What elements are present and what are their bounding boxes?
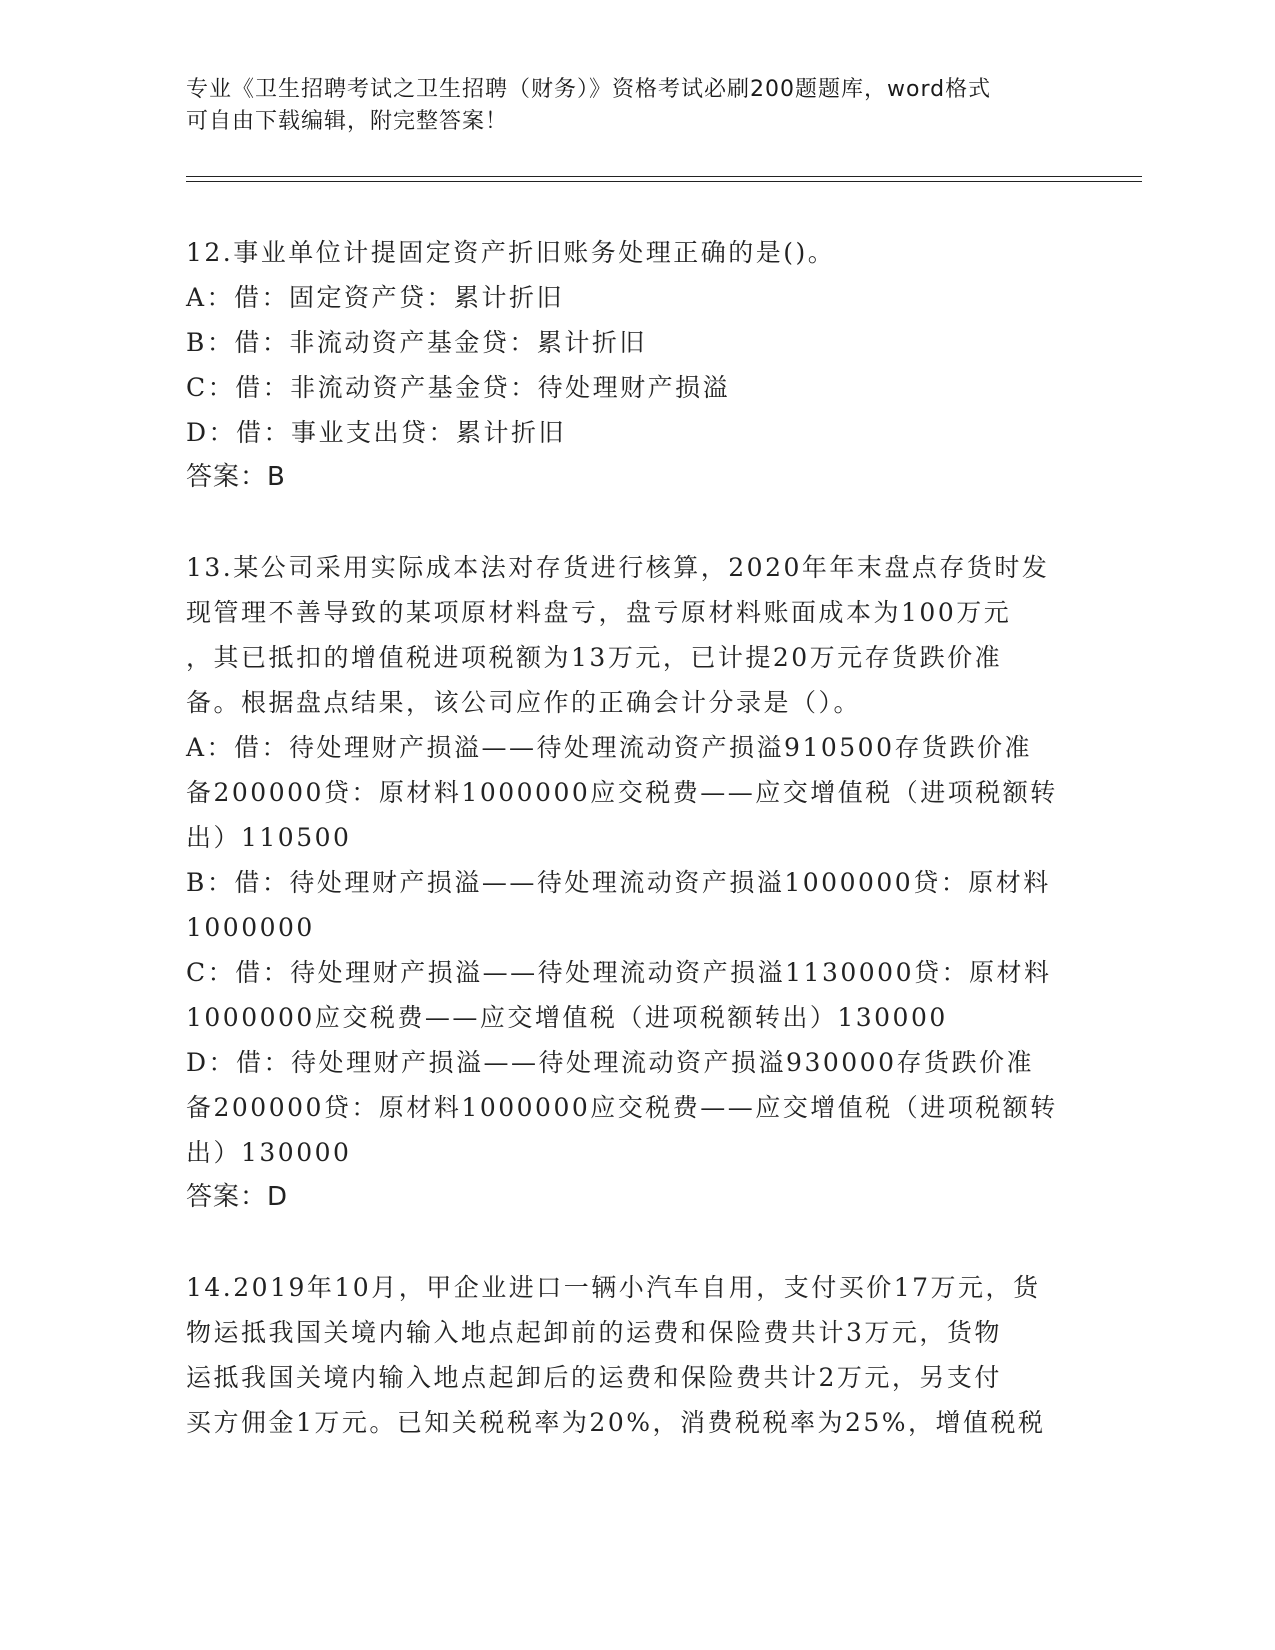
- question-13-stem-line-2: 现管理不善导致的某项原材料盘亏，盘亏原材料账面成本为100万元: [186, 598, 1012, 627]
- question-13-option-b-line-1: B：借：待处理财产损溢——待处理流动资产损溢1000000贷：原材料: [186, 868, 1051, 897]
- question-13-stem-line-1: 13.某公司采用实际成本法对存货进行核算，2020年年末盘点存货时发: [186, 553, 1050, 582]
- document-header: [186, 74, 1066, 138]
- question-13-answer: 答案：D: [186, 1182, 289, 1212]
- question-13-option-b-line-2: 1000000: [186, 913, 315, 942]
- spacer: [186, 1220, 1086, 1265]
- question-13-option-c-line-2: 1000000应交税费——应交增值税（进项税额转出）130000: [186, 1003, 948, 1032]
- question-content: [186, 230, 1086, 1445]
- question-14-stem-line-4: 买方佣金1万元。已知关税税率为20%，消费税税率为25%，增值税税: [186, 1408, 1046, 1437]
- question-13-option-a-line-3: 出）110500: [186, 823, 352, 852]
- question-12: [186, 230, 1086, 500]
- question-12-stem: 12.事业单位计提固定资产折旧账务处理正确的是()。: [186, 238, 836, 267]
- header-line-1: 专业《卫生招聘考试之卫生招聘（财务）》资格考试必刷200题题库，word格式: [186, 77, 992, 102]
- question-12-answer: 答案：B: [186, 462, 286, 492]
- header-line-2: 可自由下载编辑，附完整答案！: [186, 109, 509, 134]
- question-13-stem-line-4: 备。根据盘点结果，该公司应作的正确会计分录是（）。: [186, 688, 862, 717]
- question-13-option-d-line-2: 备200000贷：原材料1000000应交税费——应交增值税（进项税额转: [186, 1093, 1058, 1122]
- question-14-stem-line-3: 运抵我国关境内输入地点起卸后的运费和保险费共计2万元，另支付: [186, 1363, 1002, 1392]
- question-13: [186, 545, 1086, 1220]
- header-divider-bottom: [186, 181, 1142, 182]
- question-13-option-c-line-1: C：借：待处理财产损溢——待处理流动资产损溢1130000贷：原材料: [186, 958, 1052, 987]
- spacer: [186, 500, 1086, 545]
- question-13-option-d-line-3: 出）130000: [186, 1138, 352, 1167]
- question-13-stem-line-3: ，其已抵扣的增值税进项税额为13万元，已计提20万元存货跌价准: [186, 643, 1003, 672]
- question-13-option-a-line-1: A：借：待处理财产损溢——待处理流动资产损溢910500存货跌价准: [186, 733, 1032, 762]
- question-12-option-c: C：借：非流动资产基金贷：待处理财产损溢: [186, 373, 731, 402]
- question-13-option-d-line-1: D：借：待处理财产损溢——待处理流动资产损溢930000存货跌价准: [186, 1048, 1034, 1077]
- question-12-option-a: A：借：固定资产贷：累计折旧: [186, 283, 565, 312]
- header-divider-top: [186, 176, 1142, 177]
- question-12-option-b: B：借：非流动资产基金贷：累计折旧: [186, 328, 647, 357]
- question-14-stem-line-1: 14.2019年10月，甲企业进口一辆小汽车自用，支付买价17万元，货: [186, 1273, 1041, 1302]
- question-14: [186, 1265, 1086, 1445]
- question-14-stem-line-2: 物运抵我国关境内输入地点起卸前的运费和保险费共计3万元，货物: [186, 1318, 1002, 1347]
- question-12-option-d: D：借：事业支出贷：累计折旧: [186, 418, 567, 447]
- question-13-option-a-line-2: 备200000贷：原材料1000000应交税费——应交增值税（进项税额转: [186, 778, 1058, 807]
